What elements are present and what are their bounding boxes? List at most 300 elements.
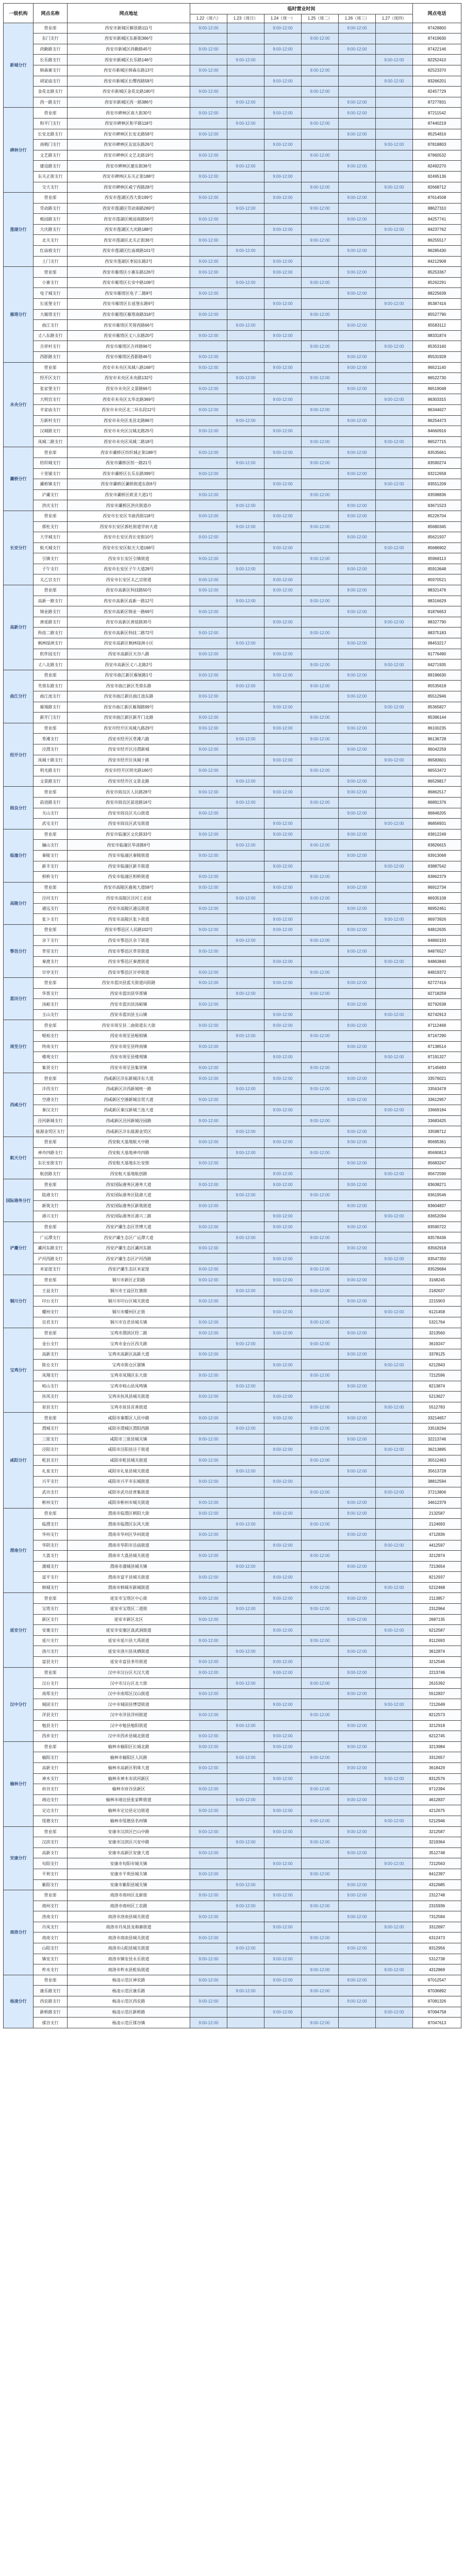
table-row [4, 628, 461, 638]
table-row [4, 256, 461, 267]
hours-slot [376, 1020, 413, 1031]
hours-slot: 9:00-12:00 [339, 511, 376, 521]
hours-slot [302, 691, 339, 702]
branch-address: 咸阳市秦都区人民中路 [68, 1413, 190, 1423]
branch-address: 渭南市临渭区东风大街 [68, 1519, 190, 1530]
hours-slot: 9:00-12:00 [339, 1943, 376, 1954]
hours-slot [302, 468, 339, 479]
hours-slot [264, 182, 302, 193]
hours-slot [227, 341, 264, 352]
hours-slot [227, 1826, 264, 1837]
table-row [4, 1307, 461, 1317]
branch-name: 东长安街支行 [34, 1158, 68, 1169]
table-row [4, 1349, 461, 1360]
branch-name: 新桥路支行 [34, 2007, 68, 2018]
branch-address: 西安市新城区西一路386号 [68, 97, 190, 108]
hours-slot [190, 1604, 227, 1615]
hours-slot [376, 1996, 413, 2007]
branch-address: 西安航天基地航天中路 [68, 1137, 190, 1147]
hours-slot: 9:00-12:00 [227, 1646, 264, 1657]
hours-slot [227, 532, 264, 543]
table-row [4, 914, 461, 925]
hours-slot: 9:00-12:00 [190, 829, 227, 840]
hours-slot [339, 872, 376, 883]
hours-slot: 9:00-12:00 [339, 829, 376, 840]
hours-slot: 9:00-12:00 [302, 203, 339, 214]
branch-name: 汉滨支行 [34, 1837, 68, 1848]
branch-phone: 86856931 [413, 819, 461, 829]
hours-slot [339, 1964, 376, 1975]
hours-slot [227, 543, 264, 553]
hours-slot [302, 55, 339, 65]
branch-name: 港兴支行 [34, 1211, 68, 1222]
hours-slot: 9:00-12:00 [339, 564, 376, 574]
hours-slot: 9:00-12:00 [339, 1073, 376, 1084]
district-cell: 蓝田分行 [4, 978, 34, 1020]
table-row [4, 734, 461, 744]
hours-slot [339, 394, 376, 405]
hours-slot [302, 1445, 339, 1455]
table-row [4, 511, 461, 521]
hours-slot [376, 606, 413, 617]
hours-slot [376, 1423, 413, 1434]
hours-slot [302, 819, 339, 829]
hours-slot [264, 383, 302, 394]
branch-address: 西安市灞桥区纺一路21号 [68, 457, 190, 468]
branch-phone: 83887542 [413, 861, 461, 872]
hours-slot [227, 829, 264, 840]
hours-slot [376, 2018, 413, 2028]
hours-slot: 9:00-12:00 [339, 1413, 376, 1423]
branch-phone: 8712394 [413, 1784, 461, 1795]
hours-slot [339, 681, 376, 691]
hours-slot [264, 203, 302, 214]
branch-address: 西安浐灞生态区灞河东路 [68, 1243, 190, 1253]
branch-name: 秦汉支行 [34, 1105, 68, 1116]
branch-address: 西安市鄠邑区人民路102号 [68, 925, 190, 936]
table-row [4, 1837, 461, 1848]
branch-address: 杨凌示范区西农路 [68, 1996, 190, 2007]
hours-slot: 9:00-12:00 [339, 1349, 376, 1360]
hours-slot: 9:00-12:00 [190, 1710, 227, 1721]
hours-slot [264, 946, 302, 957]
branch-address: 宝鸡市陈仓区虢镇 [68, 1360, 190, 1370]
branch-name: 勉县支行 [34, 1720, 68, 1731]
hours-slot [302, 1954, 339, 1964]
branch-name: 通远支行 [34, 903, 68, 914]
table-row [4, 755, 461, 766]
hours-slot [190, 246, 227, 257]
table-row [4, 1105, 461, 1116]
district-cell: 鄠邑分行 [4, 925, 34, 978]
table-row [4, 1338, 461, 1349]
hours-slot: 9:00-12:00 [302, 1901, 339, 1911]
table-row [4, 840, 461, 851]
hours-slot [190, 55, 227, 65]
branch-address: 安康市汉滨区巴山中路 [68, 1826, 190, 1837]
branch-phone: 87138514 [413, 1041, 461, 1052]
table-row [4, 574, 461, 585]
branch-name: 营业部 [34, 1593, 68, 1604]
hours-slot: 9:00-12:00 [190, 1073, 227, 1084]
branch-address: 西安市长安区太乙宫街道 [68, 574, 190, 585]
branch-address: 西安市周至县楼观镇 [68, 1052, 190, 1063]
hours-slot: 9:00-12:00 [190, 404, 227, 415]
hours-slot: 9:00-12:00 [264, 1890, 302, 1901]
hours-slot [227, 999, 264, 1010]
hours-slot [190, 479, 227, 490]
branch-phone: 2312748 [413, 1890, 461, 1901]
hours-slot [302, 479, 339, 490]
hours-slot [190, 1699, 227, 1710]
hours-slot [302, 1741, 339, 1752]
hours-slot: 9:00-12:00 [376, 861, 413, 872]
hours-slot: 9:00-12:00 [302, 1338, 339, 1349]
table-row [4, 1773, 461, 1784]
hours-slot [264, 352, 302, 363]
hours-slot [376, 97, 413, 108]
hours-slot [376, 1943, 413, 1954]
table-row [4, 925, 461, 936]
branch-address: 杨凌示范区新桥路 [68, 2007, 190, 2018]
branch-phone: 82792638 [413, 999, 461, 1010]
hours-slot [190, 1211, 227, 1222]
hours-slot [376, 44, 413, 55]
hours-slot: 9:00-12:00 [376, 1699, 413, 1710]
branch-name: 金台支行 [34, 1338, 68, 1349]
hours-slot [190, 1147, 227, 1158]
branch-name: 武屯支行 [34, 819, 68, 829]
hours-slot [227, 1954, 264, 1964]
branch-name: 渭城支行 [34, 1423, 68, 1434]
hours-slot [376, 1508, 413, 1519]
hours-slot [376, 1338, 413, 1349]
hours-slot [302, 447, 339, 458]
hours-slot: 9:00-12:00 [190, 1094, 227, 1105]
hours-slot [339, 840, 376, 851]
hours-slot: 9:00-12:00 [190, 1275, 227, 1285]
branch-phone: 5213627 [413, 1392, 461, 1402]
hours-slot [227, 1137, 264, 1147]
hours-slot [264, 1190, 302, 1200]
hours-slot [190, 341, 227, 352]
hours-slot [227, 150, 264, 161]
hours-slot: 9:00-12:00 [264, 1476, 302, 1487]
hours-slot [227, 2018, 264, 2028]
hours-slot [227, 1593, 264, 1604]
hours-slot: 9:00-12:00 [264, 787, 302, 798]
hours-slot [376, 1392, 413, 1402]
branch-phone: 82523370 [413, 65, 461, 76]
table-row [4, 1848, 461, 1858]
hours-slot [227, 1551, 264, 1562]
branch-phone: 5312738 [413, 1954, 461, 1964]
hours-slot [376, 129, 413, 140]
hours-slot [264, 1943, 302, 1954]
hours-slot: 9:00-12:00 [190, 1413, 227, 1423]
hours-slot [264, 850, 302, 861]
branch-phone: 85672590 [413, 1168, 461, 1179]
branch-name: 科技二路支行 [34, 628, 68, 638]
hours-slot: 9:00-12:00 [264, 978, 302, 989]
table-row [4, 277, 461, 288]
hours-slot [227, 404, 264, 415]
hours-slot: 9:00-12:00 [227, 893, 264, 904]
hours-slot [376, 670, 413, 681]
hours-slot: 9:00-12:00 [302, 1635, 339, 1646]
branch-address: 西咸新区沣西新城统一路 [68, 1083, 190, 1094]
hours-slot [376, 383, 413, 394]
hours-slot: 9:00-12:00 [190, 468, 227, 479]
table-row [4, 1009, 461, 1020]
hours-slot [264, 404, 302, 415]
hours-slot [376, 1434, 413, 1445]
branch-phone: 89196630 [413, 670, 461, 681]
branch-name: 相桥支行 [34, 872, 68, 883]
hours-slot: 9:00-12:00 [339, 1614, 376, 1625]
branch-address: 西安市未央区汉城北路25号 [68, 426, 190, 437]
branch-phone: 87036892 [413, 1986, 461, 1996]
branch-phone: 2615392 [413, 1678, 461, 1689]
hours-slot [227, 1328, 264, 1338]
hours-slot [264, 1869, 302, 1879]
branch-address: 榆林市定边县定边街道 [68, 1805, 190, 1816]
hours-slot [227, 723, 264, 734]
table-row [4, 956, 461, 967]
hours-slot [264, 2018, 302, 2028]
table-row [4, 1614, 461, 1625]
hours-slot: 9:00-12:00 [376, 1816, 413, 1826]
table-row [4, 129, 461, 140]
branch-address: 西安市蓝田县玉山镇 [68, 1009, 190, 1020]
hours-slot [264, 744, 302, 755]
hours-slot [264, 1434, 302, 1445]
branch-phone: 84237762 [413, 224, 461, 235]
branch-phone: 87211542 [413, 108, 461, 118]
branch-address: 西安市曲江新区雁翔路99号 [68, 702, 190, 713]
branch-address: 西安市莲湖区大庆路188号 [68, 224, 190, 235]
table-row [4, 1720, 461, 1731]
branch-address: 西安市长安区韦曲西街118号 [68, 511, 190, 521]
hours-slot [376, 203, 413, 214]
hours-slot: 9:00-12:00 [227, 1794, 264, 1805]
hours-slot: 9:00-12:00 [376, 1964, 413, 1975]
hours-slot [227, 1413, 264, 1423]
branch-name: 紫阳支行 [34, 1879, 68, 1890]
table-row [4, 87, 461, 97]
branch-name: 秦渡支行 [34, 956, 68, 967]
branch-phone: 84212908 [413, 256, 461, 267]
table-row [4, 436, 461, 447]
hours-slot [339, 1635, 376, 1646]
hours-slot [302, 1434, 339, 1445]
hours-slot [339, 1445, 376, 1455]
branch-phone: 86952461 [413, 903, 461, 914]
district-cell: 莲湖分行 [4, 193, 34, 267]
branch-address: 西安市高陵区张卜街道 [68, 914, 190, 925]
district-cell: 汉中分行 [4, 1667, 34, 1741]
district-cell: 经开分行 [4, 723, 34, 787]
branch-name: 三原支行 [34, 1434, 68, 1445]
branch-address: 渭南市韩城市新城街道 [68, 1582, 190, 1593]
table-row [4, 713, 461, 723]
hours-slot: 9:00-12:00 [190, 1688, 227, 1699]
hours-slot [376, 150, 413, 161]
hours-slot: 9:00-12:00 [339, 1466, 376, 1477]
hours-slot: 9:00-12:00 [264, 267, 302, 278]
hours-slot [264, 808, 302, 819]
hours-slot: 9:00-12:00 [302, 1147, 339, 1158]
hours-slot [376, 1551, 413, 1562]
branch-phone: 85512946 [413, 691, 461, 702]
hours-slot: 9:00-12:00 [302, 235, 339, 246]
branch-address: 西安市阎良区关山街道 [68, 808, 190, 819]
hours-slot [376, 553, 413, 564]
hours-slot: 9:00-12:00 [264, 1020, 302, 1031]
table-row [4, 723, 461, 734]
hours-slot [376, 1328, 413, 1338]
branch-name: 营业部 [34, 925, 68, 936]
hours-slot [227, 2007, 264, 2018]
branch-name: 武功支行 [34, 1487, 68, 1498]
table-header [4, 4, 461, 23]
branch-address: 西安市未央区凤城二路18号 [68, 436, 190, 447]
hours-slot [376, 1837, 413, 1848]
hours-slot [302, 1381, 339, 1392]
hours-slot [227, 1688, 264, 1699]
branch-address: 西安市临潼区华清路6号 [68, 840, 190, 851]
table-row [4, 1858, 461, 1869]
hours-slot [339, 489, 376, 500]
hours-slot: 9:00-12:00 [264, 882, 302, 893]
hours-slot [227, 1699, 264, 1710]
branch-address: 西咸新区秦汉新城兰池大道 [68, 1105, 190, 1116]
hours-slot: 9:00-12:00 [190, 511, 227, 521]
branch-phone: 33669184 [413, 1105, 461, 1116]
hours-slot: 9:00-12:00 [376, 2007, 413, 2018]
table-row [4, 1975, 461, 1986]
branch-address: 西安市碑林区咸宁西路28号 [68, 182, 190, 193]
table-row [4, 1370, 461, 1381]
hours-slot [190, 224, 227, 235]
branch-name: 大明宫支行 [34, 394, 68, 405]
hours-slot [339, 659, 376, 670]
hours-slot [376, 766, 413, 776]
hours-slot [227, 1445, 264, 1455]
hours-slot: 9:00-12:00 [264, 76, 302, 87]
branch-address: 西安市雁塔区雁塔南路318号 [68, 309, 190, 320]
hours-slot [227, 787, 264, 798]
hours-slot [264, 596, 302, 606]
branch-phone: 84660916 [413, 426, 461, 437]
hours-slot [264, 1349, 302, 1360]
hours-slot: 9:00-12:00 [227, 776, 264, 787]
branch-phone: 6212745 [413, 1731, 461, 1742]
hours-slot: 9:00-12:00 [339, 723, 376, 734]
hours-slot: 9:00-12:00 [190, 1614, 227, 1625]
branch-address: 商洛市柞水县乾佑街道 [68, 1964, 190, 1975]
district-cell: 杨凌分行 [4, 1975, 34, 2028]
branch-phone: 7312584 [413, 1911, 461, 1922]
hours-slot [376, 108, 413, 118]
hours-slot: 9:00-12:00 [190, 1848, 227, 1858]
table-row [4, 352, 461, 363]
hours-slot: 9:00-12:00 [376, 76, 413, 87]
hours-slot [190, 1232, 227, 1243]
hours-slot: 9:00-12:00 [190, 1455, 227, 1466]
hours-slot [302, 1561, 339, 1572]
hours-slot [376, 500, 413, 511]
hours-slot [376, 1179, 413, 1190]
hours-slot: 9:00-12:00 [264, 394, 302, 405]
hours-slot [227, 1657, 264, 1668]
hours-slot [339, 235, 376, 246]
district-cell: 周至分行 [4, 1020, 34, 1073]
branch-name: 眉县支行 [34, 1402, 68, 1413]
hours-slot: 9:00-12:00 [376, 479, 413, 490]
hours-slot [302, 585, 339, 596]
hours-slot [190, 500, 227, 511]
hours-slot [376, 320, 413, 331]
hours-slot [227, 193, 264, 204]
hours-slot [376, 1794, 413, 1805]
branch-phone: 83212658 [413, 468, 461, 479]
branch-address: 西安市高新区锦业一路69号 [68, 606, 190, 617]
hours-slot: 9:00-12:00 [302, 659, 339, 670]
table-row [4, 1062, 461, 1073]
hours-slot: 9:00-12:00 [339, 850, 376, 861]
branch-address: 宝鸡市凤翔区东大街 [68, 1370, 190, 1381]
hours-slot [227, 1869, 264, 1879]
branch-address: 西安市阎良区武屯街道 [68, 819, 190, 829]
hours-slot: 9:00-12:00 [190, 1062, 227, 1073]
hours-slot [339, 1052, 376, 1063]
hours-slot [227, 267, 264, 278]
hours-slot [302, 1625, 339, 1636]
hours-slot [376, 903, 413, 914]
hours-slot: 9:00-12:00 [302, 1710, 339, 1721]
hours-slot: 9:00-12:00 [339, 1720, 376, 1731]
branch-phone: 83590722 [413, 1222, 461, 1232]
branch-name: 文艺路支行 [34, 150, 68, 161]
branch-phone: 33598712 [413, 1126, 461, 1137]
branch-phone: 82457729 [413, 87, 461, 97]
hours-slot [264, 87, 302, 97]
branch-address: 西安市未央区龙首北路86号 [68, 415, 190, 426]
district-cell: 未央分行 [4, 362, 34, 447]
hours-slot: 9:00-12:00 [264, 1975, 302, 1986]
table-row [4, 903, 461, 914]
branch-phone: 85683247 [413, 1158, 461, 1169]
hours-slot [227, 946, 264, 957]
hours-slot: 9:00-12:00 [339, 1879, 376, 1890]
table-row [4, 1741, 461, 1752]
branch-name: 营业部 [34, 787, 68, 798]
hours-slot [227, 1307, 264, 1317]
hours-slot [376, 744, 413, 755]
hours-slot: 9:00-12:00 [190, 723, 227, 734]
branch-phone: 86935108 [413, 893, 461, 904]
hours-slot [227, 1264, 264, 1275]
hours-slot: 9:00-12:00 [339, 1911, 376, 1922]
table-row [4, 1392, 461, 1402]
table-row [4, 702, 461, 713]
table-row [4, 606, 461, 617]
branch-phone: 87277831 [413, 97, 461, 108]
hours-slot [302, 426, 339, 437]
hours-slot [376, 893, 413, 904]
hours-slot [227, 224, 264, 235]
